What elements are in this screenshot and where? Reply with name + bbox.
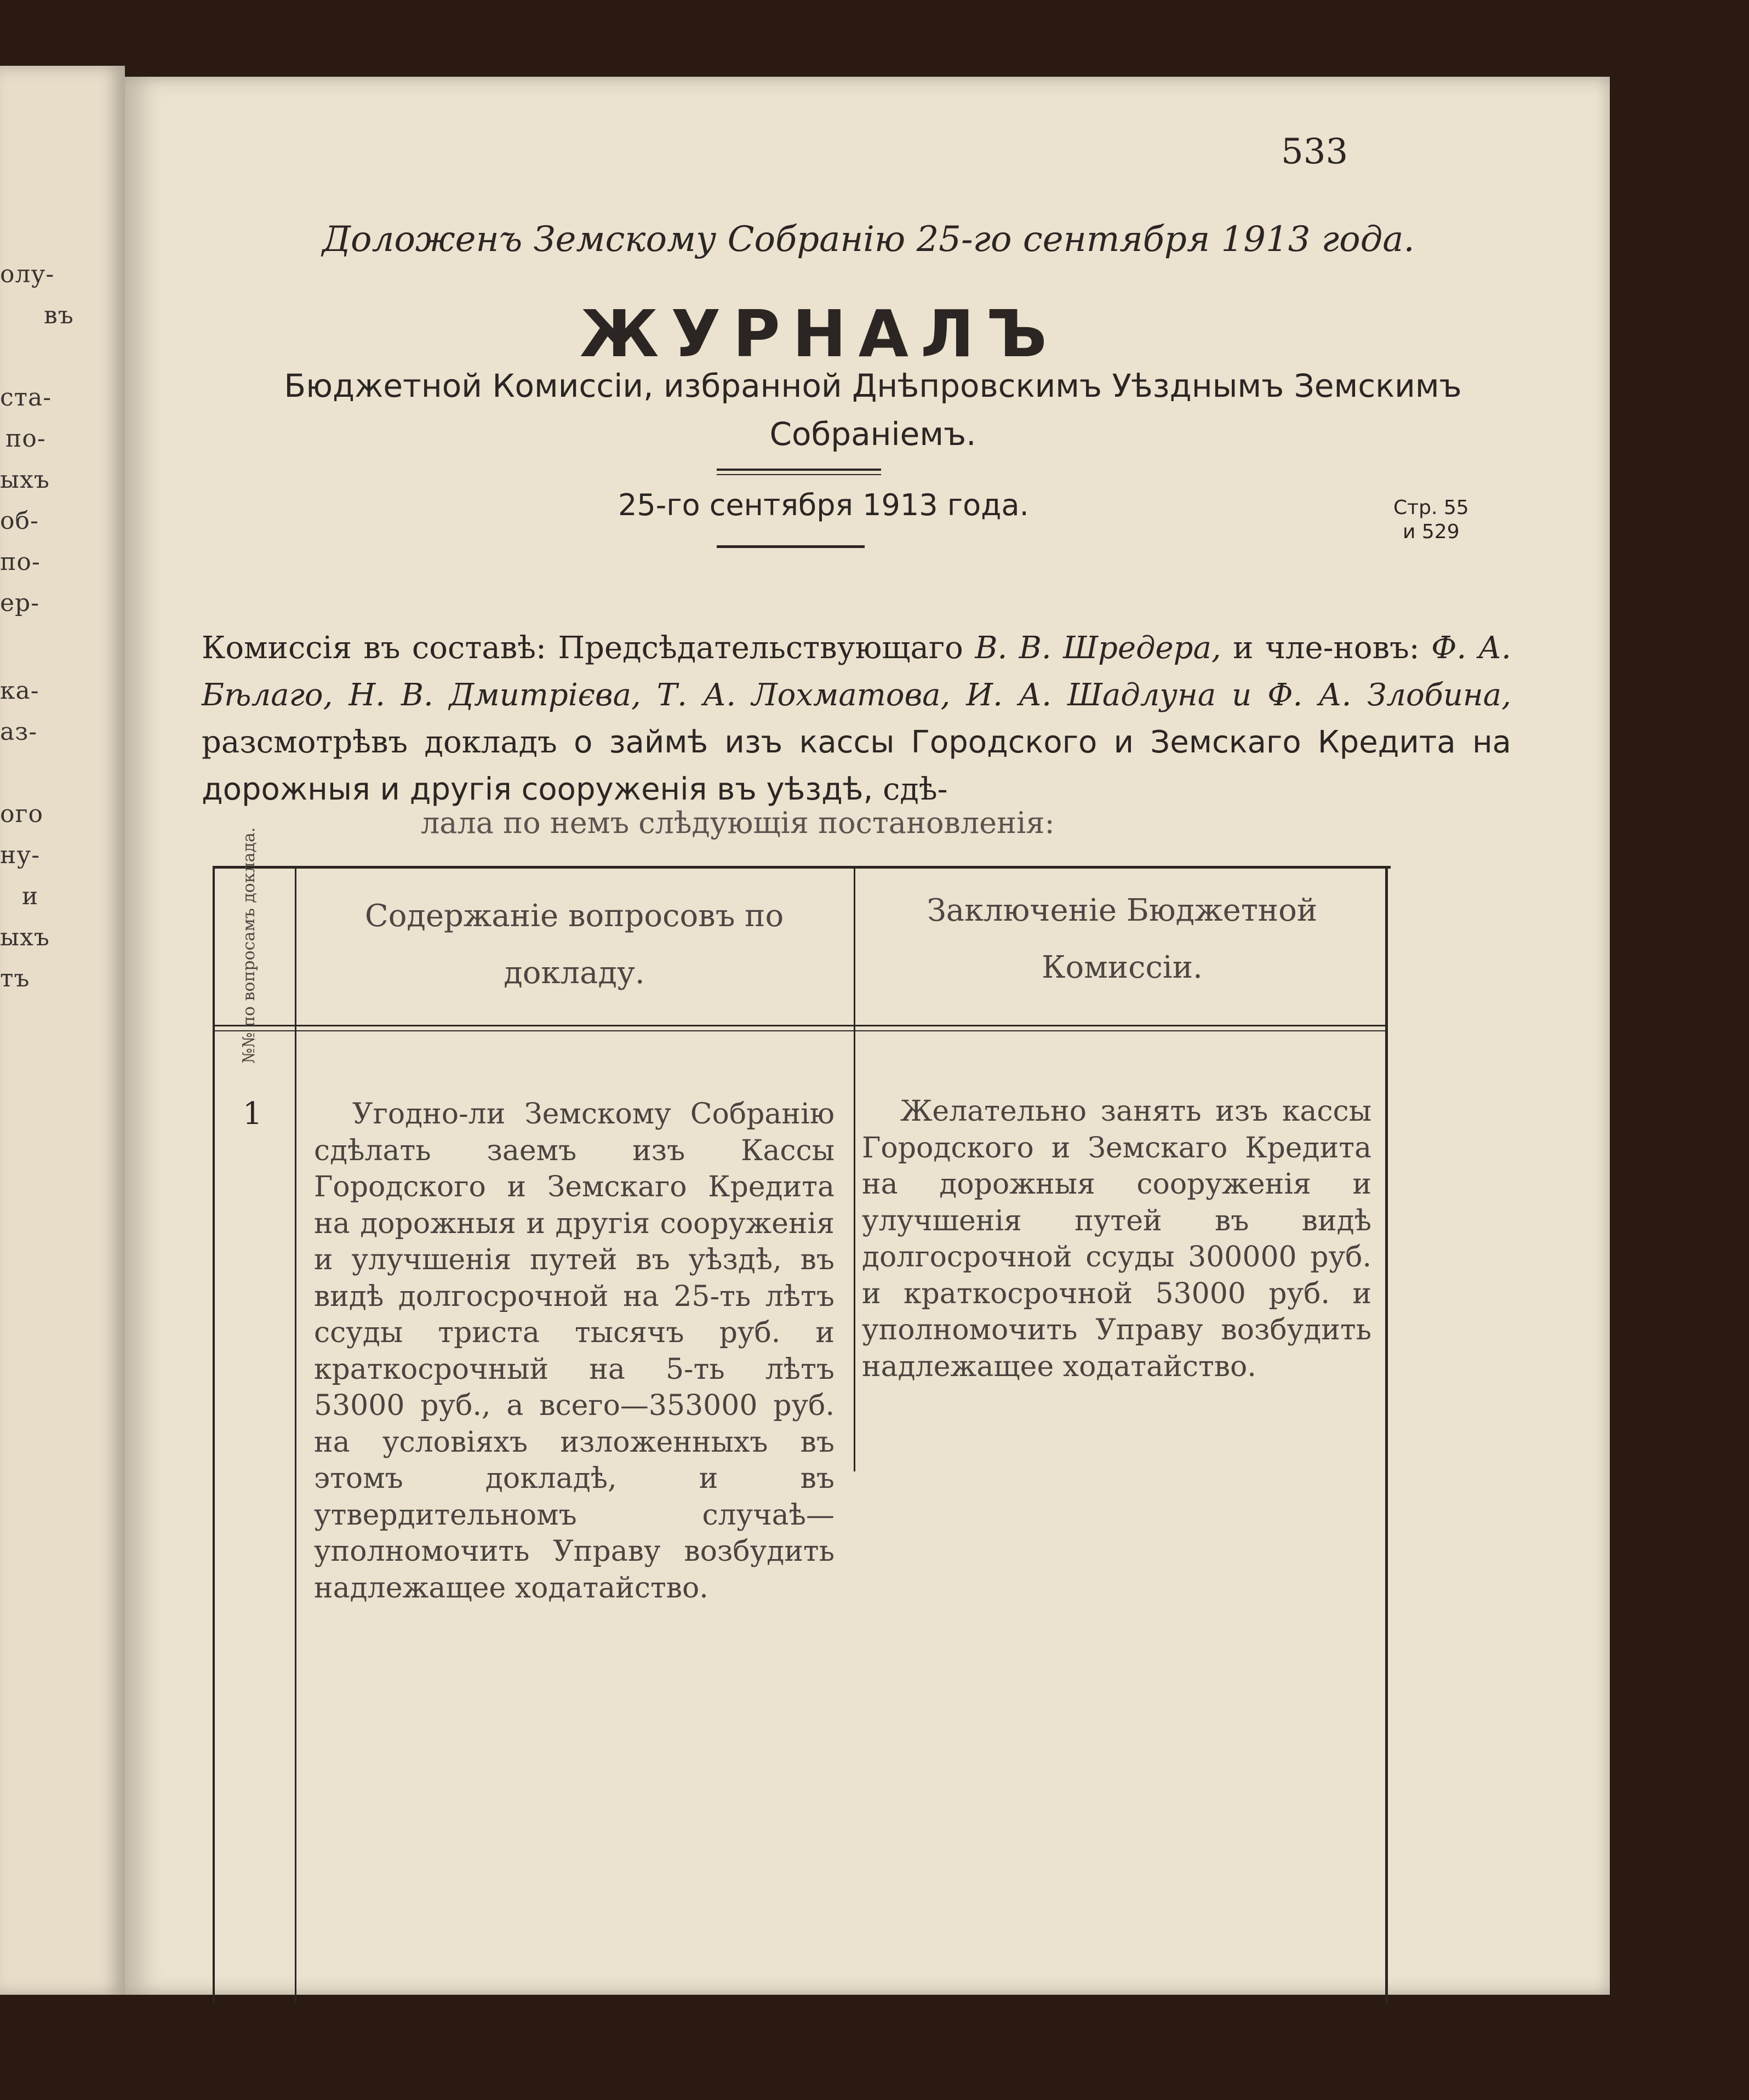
left-page-fragment: об- (0, 507, 39, 535)
left-page-fragment: по- (5, 425, 46, 453)
table-border (213, 869, 215, 2003)
divider (717, 474, 881, 475)
header-conclusion-column: Заключеніе Бюджетной Комиссіи. (927, 893, 1318, 985)
journal-title: ЖУРНАЛЪ (580, 296, 1059, 372)
session-date: 25-го сентября 1913 года. (618, 488, 1029, 522)
row-content: Угодно-ли Земскому Собранію сдѣлать заемъ изъ Кассы Городского и Земскаго Кредита на дорожныя и другія сооруженія и улучшенія путей въ уѣздѣ, въ видѣ долгосрочной на 25-ть лѣтъ ссуды триста тысячъ руб. и краткосрочный на 5-ть лѣтъ 53000 руб., а всего—353000 руб. на условіяхъ изложенныхъ въ этомъ докладѣ, и въ утвердительномъ случаѣ—уполномочить Управу возбудить надлежащее ходатайство. (314, 1098, 835, 1605)
member-names: Ф. А. Бѣлаго, Н. В. Дмитрієва, Т. А. Лохматова, И. А. Шадлуна и Ф. А. Злобина, (202, 630, 1511, 713)
left-page (0, 66, 125, 1995)
left-page-fragment: ыхъ (0, 466, 50, 494)
left-page-fragment: тъ (0, 965, 30, 992)
header-number-column: №№ по вопросамъ доклада. (239, 827, 259, 1064)
left-page-fragment: ер- (0, 589, 40, 617)
left-page-fragment: и (22, 882, 39, 910)
side-reference-line: Стр. 55 (1393, 497, 1469, 519)
left-page-fragment: ыхъ (0, 923, 50, 951)
intro-text: разсмотрѣвъ докладъ (202, 724, 557, 760)
divider (717, 469, 881, 471)
tabled-note: Доложенъ Земскому Собранію 25-го сентября 1913 года. (322, 219, 1415, 260)
left-page-fragment: ну- (0, 841, 41, 869)
chairman-name: В. В. Шредера, (975, 630, 1221, 666)
intro-paragraph (202, 625, 1511, 813)
journal-subtitle: Бюджетной Комиссіи, избранной Днѣпровскимъ Уѣзднымъ Земскимъ Собраніемъ. (284, 367, 1462, 453)
side-reference (1393, 496, 1469, 544)
intro-text: и чле-новъ: (1233, 630, 1420, 666)
intro-text: Комиссія въ составѣ: Предсѣдательствующаго (202, 630, 963, 666)
left-page-fragment: по- (0, 548, 41, 576)
table-border (213, 1025, 1388, 1026)
row-number: 1 (243, 1096, 262, 1132)
left-page-fragment: аз- (0, 718, 38, 746)
table-border (295, 869, 296, 2003)
table-border (854, 869, 855, 1471)
table-border (1385, 869, 1388, 2003)
document-page (125, 77, 1610, 1995)
left-page-fragment: ста- (0, 384, 52, 412)
left-page-fragment: ка- (0, 677, 39, 705)
left-page-fragment: олу- (0, 260, 55, 288)
side-reference-line: и 529 (1403, 521, 1460, 543)
page-number: 533 (1281, 132, 1348, 172)
intro-last-line: лала по немъ слѣдующія постановленія: (421, 806, 1055, 840)
table-border (213, 866, 1391, 869)
resolutions-table (213, 827, 1517, 2017)
row-conclusion: Желательно занять изъ кассы Городского и Земскаго Кредита на дорожныя сооруженія и улучшенія путей въ видѣ долгосрочной ссуды 300000 руб. и краткосрочной 53000 руб. и уполномочить Управу возбудить надлежащее ходатайство. (862, 1095, 1371, 1383)
left-page-fragment: въ (44, 301, 74, 329)
report-topic: о займѣ изъ кассы Городского и Земскаго Кредита на дорожныя и другія сооруженія въ уѣздѣ, (202, 724, 1511, 807)
divider (717, 545, 865, 548)
left-page-fragment: ого (0, 800, 44, 828)
intro-text: сдѣ- (883, 772, 948, 807)
header-content-column: Содержаніе вопросовъ по докладу. (364, 898, 784, 991)
table-border (213, 1030, 1388, 1031)
